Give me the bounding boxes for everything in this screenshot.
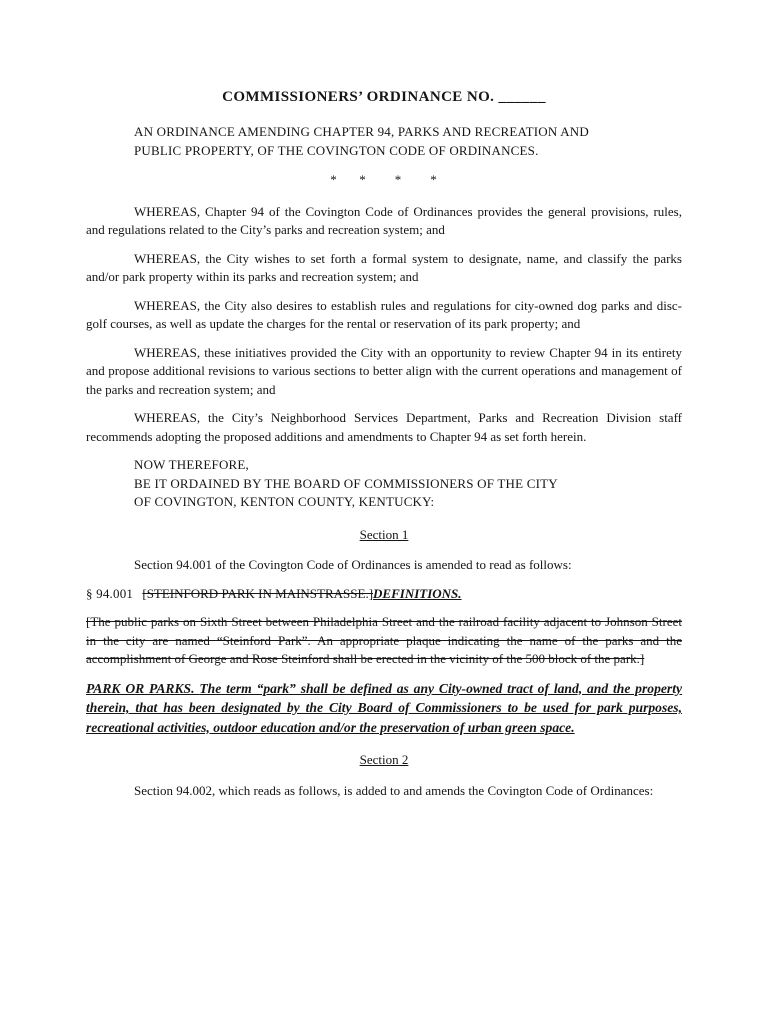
whereas-paragraph-4: WHEREAS, these initiatives provided the City with an opportunity to review Chapter 94 in its entirety and propose additional revisions to various sections to better align with the current operations and management of the parks and recreation system; and	[86, 344, 682, 397]
new-section-heading: DEFINITIONS.	[373, 585, 462, 601]
section-1-heading	[86, 526, 682, 545]
code-section-number: § 94.001	[86, 585, 134, 601]
section-2-heading	[86, 751, 682, 770]
section-2-intro: Section 94.002, which reads as follows, is added to and amends the Covington Code of Ordinances:	[134, 782, 654, 798]
ordinance-title: COMMISSIONERS’ ORDINANCE NO. ______	[222, 89, 546, 105]
deleted-text-paragraph: [The public parks on Sixth Street between Philadelphia Street and the railroad facility adjacent to Johnson Street in the city are named “Steinford Park”. An appropriate plaque indicating the name of the parks and the accomplishment of George and Rose Steinford shall be erected in the vicinity of the 500 block of the park.]	[86, 614, 682, 666]
whereas-paragraph-2: WHEREAS, the City wishes to set forth a formal system to designate, name, and classify the parks and/or park property within its parks and recreation system; and	[86, 250, 682, 284]
enactment-line-3: OF COVINGTON, KENTON COUNTY, KENTUCKY:	[134, 494, 435, 509]
added-definition-paragraph	[86, 679, 682, 738]
ordinance-caption	[86, 123, 682, 160]
whereas-paragraph-1: WHEREAS, Chapter 94 of the Covington Code of Ordinances provides the general provisions, rules, and regulations related to the City’s parks and recreation system; and	[86, 203, 682, 237]
enactment-line-1: NOW THEREFORE,	[134, 457, 249, 472]
section-1-intro: Section 94.001 of the Covington Code of Ordinances is amended to read as follows:	[134, 557, 572, 572]
deleted-section-heading: [STEINFORD PARK IN MAINSTRASSE.]	[142, 585, 374, 601]
asterisk-separator: * * * *	[330, 172, 438, 187]
caption-line-2: PUBLIC PROPERTY, OF THE COVINGTON CODE OF ORDINANCES.	[134, 142, 539, 158]
code-section-94-001	[86, 585, 682, 604]
section-1-heading-text: Section 1	[359, 526, 409, 542]
enactment-clause	[86, 456, 682, 512]
enactment-line-2: BE IT ORDAINED BY THE BOARD OF COMMISSIONERS OF THE CITY	[134, 475, 558, 491]
defined-term: PARK OR PARKS.	[86, 680, 200, 696]
whereas-paragraph-5: WHEREAS, the City’s Neighborhood Services Department, Parks and Recreation Division staff recommends adopting the proposed additions and amendments to Chapter 94 as set forth herein.	[86, 410, 682, 444]
whereas-paragraph-3: WHEREAS, the City also desires to establish rules and regulations for city-owned dog parks and disc-golf courses, as well as update the charges for the rental or reservation of its park property; and	[86, 297, 682, 331]
caption-line-1: AN ORDINANCE AMENDING CHAPTER 94, PARKS AND RECREATION AND	[134, 124, 589, 139]
definition-text: The term “park” shall be defined as any City-owned tract of land, and the property therein, that has been designated by the City Board of Commissioners to be used for park purposes, recreational activities, outdoor education and/or the preservation of urban green space.	[86, 680, 683, 735]
section-2-heading-text: Section 2	[359, 752, 409, 767]
